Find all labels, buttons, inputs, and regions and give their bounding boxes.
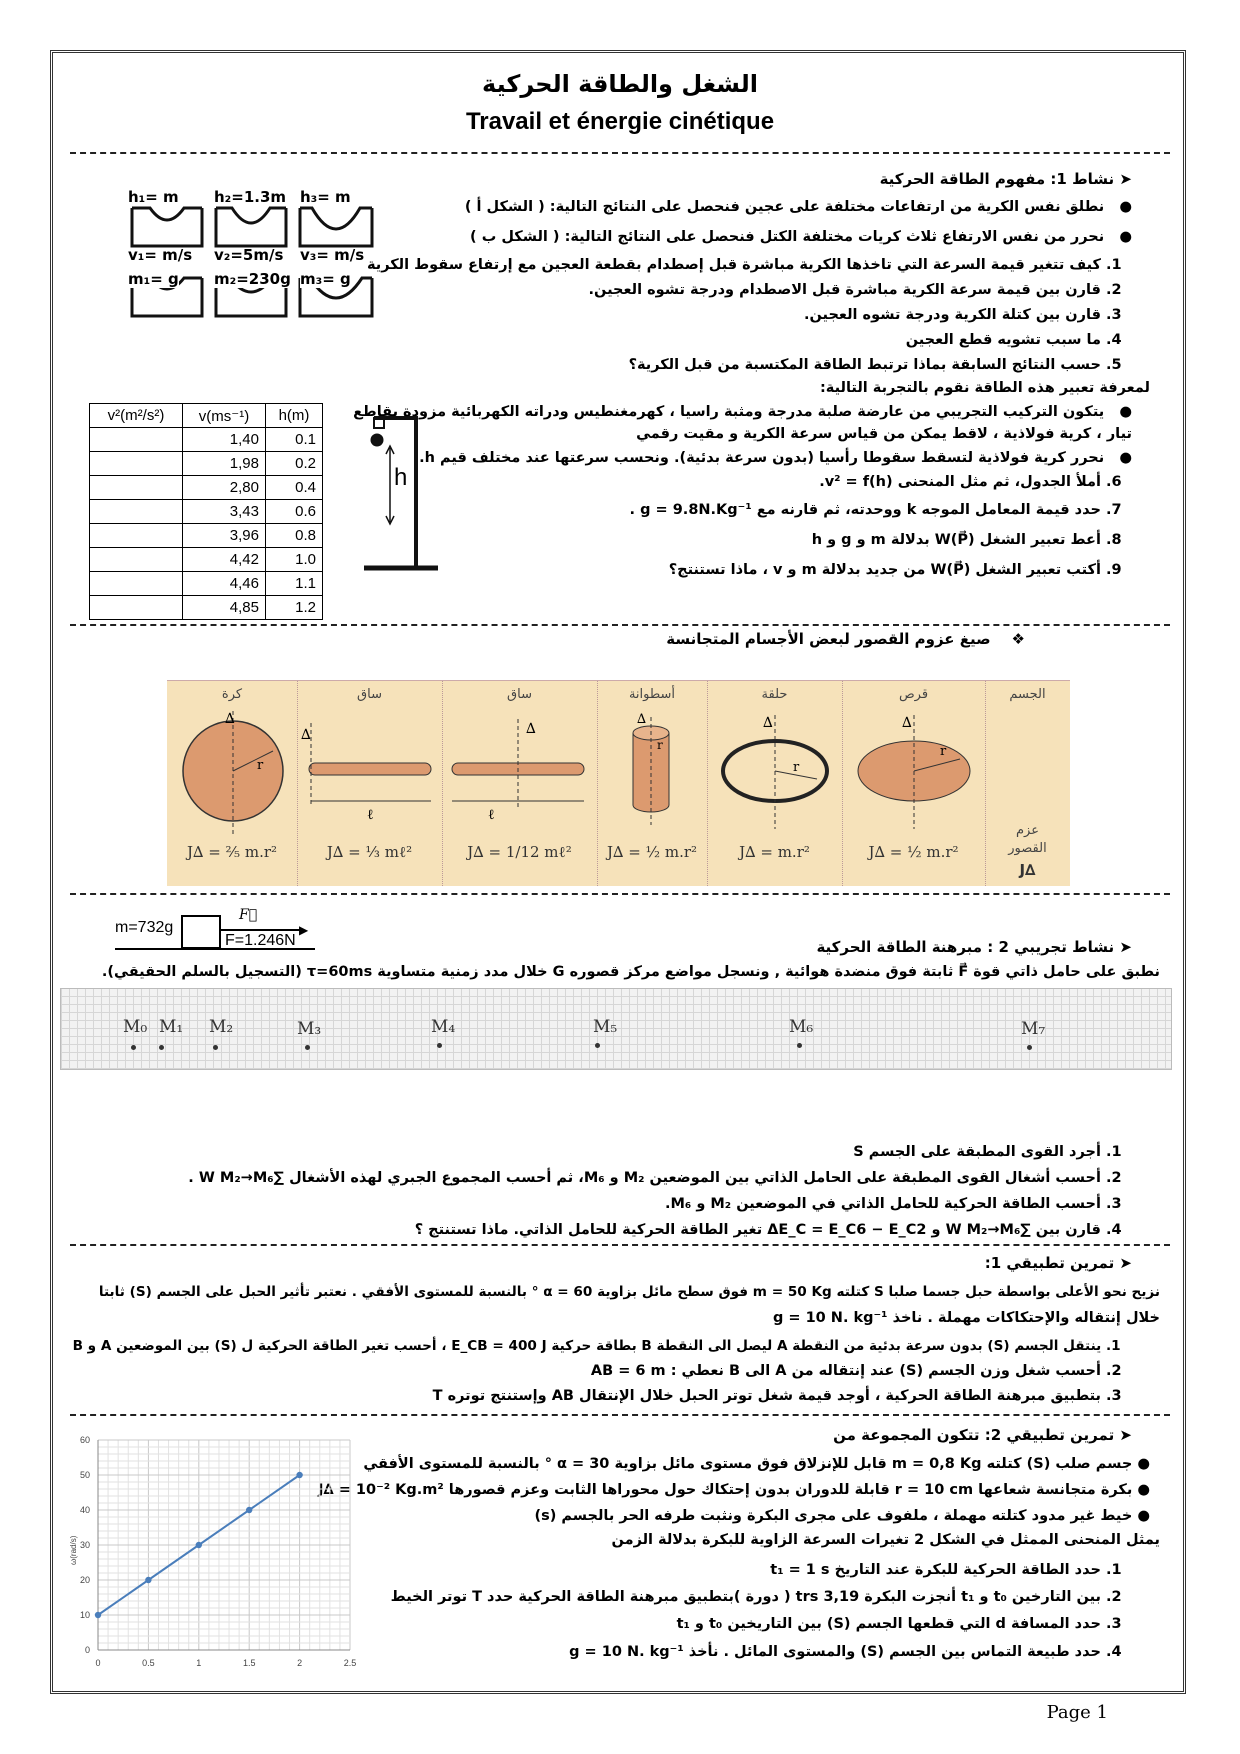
arrowhead-icon: ▶ [299, 923, 309, 937]
table-row [90, 572, 323, 596]
exercise1-heading: ➤ تمرين تطبيقي 1: [984, 1254, 1132, 1272]
position-dot [1027, 1045, 1032, 1050]
mass-label: m₁= g [128, 270, 179, 288]
height-label: h₂=1.3m [214, 188, 287, 206]
sphere-icon [167, 709, 297, 839]
y-tick-label: 40 [79, 1505, 90, 1515]
data-point [296, 1472, 302, 1478]
exercise2-line: ● جسم صلب (S) كتلته m = 0,8 Kg قابل للإنزلاق فوق مستوى مائل بزاوية α = 30 ° بالنسبة للمستوى الأفقي [363, 1456, 1150, 1472]
question-item: 1. أجرد القوى المطبقة على الجسم S [853, 1144, 1122, 1160]
data-point [145, 1577, 151, 1583]
position-dot [797, 1043, 802, 1048]
position-label: M₇ [1021, 1019, 1046, 1039]
question-item: 2. قارن بين قيمة سرعة الكرية مباشرة قبل الاصطدام ودرجة تشوه العجين. [588, 282, 1122, 298]
question-item: 1. ينتقل الجسم (S) بدون سرعة بدئية من النقطة A ليصل الى النقطة B بطاقة حركية E_CB = 400 J ، أحسب تغير الطاقة الحركية ل (S) بين الموضعين A و B [72, 1338, 1121, 1354]
delta-label: ∆ [526, 721, 536, 737]
table-cell: 4,46 [183, 572, 266, 596]
disk-icon [842, 709, 985, 839]
table-cell[interactable] [90, 572, 183, 596]
exercise2-line: ● بكرة متجانسة شعاعها r = 10 cm قابلة للدوران بدون إحتكاك حول محوراها الثابت وعزم قصورها J∆ = 10⁻² Kg.m² [318, 1482, 1150, 1498]
question-item: 4. قارن بين ∑W M₂→M₆ و ΔE_C = E_C6 − E_C2 تغير الطاقة الحركية للحامل الذاتي. ماذا تستنتج ؟ [414, 1222, 1122, 1238]
exercise1-line: خلال إنتقاله والإحتكاكات مهملة . ناخذ g = 10 N. kg⁻¹ [772, 1310, 1160, 1326]
position-dot [131, 1045, 136, 1050]
position-dot [595, 1043, 600, 1048]
activity2-heading: ➤ نشاط تجريبي 2 : مبرهنة الطاقة الحركية [816, 938, 1132, 956]
table-cell: 0.8 [266, 524, 323, 548]
moment-label: القصور [1008, 841, 1047, 856]
divider [70, 1244, 1170, 1246]
mass-label: m₃= g [300, 270, 351, 288]
position-dot [305, 1045, 310, 1050]
question-item: 2. أحسب شغل وزن الجسم (S) عند إنتقاله من A الى B نعطي : AB = 6 m [590, 1363, 1122, 1379]
height-label: h₁= m [128, 188, 179, 206]
x-tick-label: 0 [95, 1658, 101, 1668]
table-cell: 4,42 [183, 548, 266, 572]
table-cell[interactable] [90, 596, 183, 620]
delta-label: ∆ [225, 711, 235, 727]
force-value: F=1.246N [225, 932, 296, 949]
shape-name: حلقة [761, 687, 788, 702]
data-point [196, 1542, 202, 1548]
table-cell[interactable] [90, 428, 183, 452]
activity1-line: ● يتكون التركيب التجريبي من عارضة صلبة مدرجة ومثبة راسيا ، كهرمغنطيس ودراته الكهربائية مزودة بقاطع [353, 404, 1132, 420]
position-dot [437, 1043, 442, 1048]
x-tick-label: 0.5 [142, 1658, 155, 1668]
table-header: h(m) [266, 404, 323, 428]
moments-heading: ❖ صيغ عزوم القصور لبعض الأجسام المتجانسة [666, 630, 1025, 648]
table-row [90, 548, 323, 572]
table-cell: 1.2 [266, 596, 323, 620]
shape-name: قرص [898, 687, 929, 702]
inertia-formula: J∆ = 1/12 mℓ² [467, 843, 572, 861]
table-header-row [90, 404, 323, 428]
x-tick-label: 2.5 [343, 1658, 357, 1668]
mass-value: m=732g [115, 919, 174, 936]
rod-center-icon [442, 709, 597, 839]
radius-label: r [257, 758, 264, 773]
question-item: 5. حسب النتائج السابقة بماذا ترتبط الطاقة المكتسبة من قبل الكرية؟ [628, 357, 1122, 373]
moments-of-inertia-table [167, 680, 1070, 886]
question-item: 3. بتطبيق مبرهنة الطاقة الحركية ، أوجد قيمة شغل توتر الحبل خلال الإنتقال AB وإستنتج توتره T [432, 1388, 1122, 1404]
length-label: ℓ [488, 807, 495, 823]
table-cell[interactable] [90, 548, 183, 572]
inertia-formula: J∆ = ⅓ mℓ² [326, 843, 413, 861]
velocity-height-table [89, 403, 323, 620]
exercise1-line: نزيح نحو الأعلى بواسطة حبل جسما صلبا S كتلته m = 50 Kg فوق سطح مائل بزاوية α = 60 ° بالنسبة للمستوى الأفقي . نعتبر تأثير الحبل على الجسم (S) ثابتا [98, 1284, 1160, 1300]
table-cell: 4,85 [183, 596, 266, 620]
table-row [90, 452, 323, 476]
question-item: 1. كيف تتغير قيمة السرعة التي تاخذها الكرية مباشرة قبل إصطدام بقطعة العجين مع إرتفاع سقوط الكرية [366, 257, 1122, 273]
inertia-formula: J∆ = ½ m.r² [868, 843, 959, 861]
position-dot [213, 1045, 218, 1050]
dough-figure [128, 188, 378, 338]
exercise2-line: يمثل المنحنى الممثل في الشكل 2 تغيرات السرعة الزاوية للبكرة بدلالة الزمن [611, 1532, 1160, 1548]
question-item: 8. أعط تعبير الشغل W(P⃗) بدلالة m و g و h [811, 532, 1122, 548]
table-cell[interactable] [90, 524, 183, 548]
shape-cell-ring [707, 681, 843, 886]
inertia-formula: J∆ = ½ m.r² [606, 843, 698, 861]
exercise2-line: ● خيط غير مدود كتلته مهملة ، ملفوف على مجرى البكرة ونثبت طرفه الحر بالجسم (s) [534, 1508, 1150, 1524]
stand-drawing [360, 412, 440, 572]
exercise2-heading: ➤ تمرين تطبيقي 2: تتكون المجموعة من [833, 1426, 1132, 1444]
velocity-label: v₃= m/s [300, 246, 365, 264]
shape-name: أسطوانة [628, 687, 676, 702]
table-cell: 1,98 [183, 452, 266, 476]
activity1-line: تيار ، كرية فولاذية ، لاقط يمكن من قياس سرعة الكرية و مقيت رقمي [636, 426, 1132, 442]
shape-name: ساق [357, 687, 382, 702]
question-item: 4. حدد طبيعة التماس بين الجسم (S) والمستوى المائل . نأخذ g = 10 N. kg⁻¹ [569, 1644, 1122, 1660]
position-label: M₁ [159, 1017, 184, 1037]
question-item: 1. حدد الطاقة الحركية للبكرة عند التاريخ t₁ = 1 s [770, 1562, 1122, 1578]
height-symbol: h [394, 464, 408, 491]
moment-symbol: J∆ [1019, 861, 1036, 879]
force-arrow [219, 929, 303, 931]
y-tick-label: 0 [84, 1645, 90, 1655]
question-item: 3. حدد المسافة d التي قطعها الجسم (S) بين التاريخين t₀ و t₁ [676, 1616, 1122, 1632]
table-cell: 1,40 [183, 428, 266, 452]
divider [70, 624, 1170, 626]
table-header: v(ms⁻¹) [183, 404, 266, 428]
inertia-formula: J∆ = m.r² [739, 843, 810, 861]
position-dot [159, 1045, 164, 1050]
force-vector-symbol: F⃗ [239, 907, 258, 923]
recording-strip [60, 988, 1172, 1070]
velocity-label: v₂=5m/s [214, 246, 284, 264]
table-cell: 1.0 [266, 548, 323, 572]
question-item: 9. أكتب تعبير الشغل W(P⃗) من جديد بدلالة m و v ، ماذا تستنتج؟ [668, 562, 1122, 578]
y-axis-label: ω(rad/s) [69, 1535, 78, 1565]
table-cell[interactable] [90, 452, 183, 476]
free-fall-apparatus [360, 412, 440, 572]
table-cell[interactable] [90, 476, 183, 500]
delta-label: ∆ [763, 715, 773, 731]
inertia-formula: J∆ = ⅖ m.r² [186, 843, 278, 861]
moment-label: عزم [1016, 823, 1039, 838]
shape-cell-cylinder [597, 681, 708, 886]
table-row [90, 596, 323, 620]
table-cell: 2,80 [183, 476, 266, 500]
delta-label: ∆ [637, 712, 647, 727]
body-label: الجسم [1009, 687, 1046, 702]
position-label: M₀ [123, 1017, 148, 1037]
x-tick-label: 1.5 [242, 1658, 256, 1668]
question-item: 3. أحسب الطاقة الحركية للحامل الذاتي في الموضعين M₂ و M₆. [664, 1196, 1122, 1212]
position-label: M₃ [297, 1019, 322, 1039]
y-tick-label: 10 [79, 1610, 90, 1620]
x-tick-label: 1 [196, 1658, 202, 1668]
data-point [246, 1507, 252, 1513]
table-cell: 1.1 [266, 572, 323, 596]
table-cell: 3,43 [183, 500, 266, 524]
shape-name: كرة [221, 687, 243, 702]
question-item: 7. حدد قيمة المعامل الموجه k ووحدته، ثم قارنه مع g = 9.8N.Kg⁻¹ . [629, 502, 1122, 518]
radius-label: r [940, 744, 947, 759]
activity1-line: ● نطلق نفس الكرية من ارتفاعات مختلفة على عجين فنحصل على النتائج التالية: ( الشكل أ ) [464, 199, 1132, 215]
table-row [90, 500, 323, 524]
activity1-line: لمعرفة تعبير هذه الطاقة نقوم بالتجربة التالية: [820, 380, 1150, 396]
x-tick-label: 2 [297, 1658, 303, 1668]
table-row [90, 524, 323, 548]
radius-label: r [793, 760, 800, 775]
title-french: Travail et énergie cinétique [465, 108, 775, 135]
radius-label: r [657, 738, 663, 752]
question-item: 2. بين التارخين t₀ و t₁ أنجزت البكرة 3,19 trs ( دورة )بتطبيق مبرهنة الطاقة الحركية حدد T توتر الخيط [390, 1589, 1122, 1605]
ring-icon [707, 709, 842, 839]
table-cell[interactable] [90, 500, 183, 524]
table-cell: 0.1 [266, 428, 323, 452]
cylinder-icon [597, 709, 707, 839]
delta-label: ∆ [902, 715, 912, 731]
row-headers [985, 681, 1070, 886]
position-label: M₅ [593, 1017, 618, 1037]
divider [70, 893, 1170, 895]
divider [70, 1414, 1170, 1416]
table-row [90, 476, 323, 500]
table-row [90, 428, 323, 452]
title-arabic: الشغل والطاقة الحركية [482, 70, 758, 98]
y-tick-label: 20 [79, 1575, 90, 1585]
table-cell: 3,96 [183, 524, 266, 548]
activity1-line: ● نحرر من نفس الارتفاع ثلاث كريات مختلفة الكتل فنحصل على النتائج التالية: ( الشكل ب ) [470, 229, 1132, 245]
shape-cell-rod-center [442, 681, 598, 886]
activity1-line: ● نحرر كرية فولاذية لتسقط سقوطا رأسيا (بدون سرعة بدئية). ونحسب سرعتها عند مختلف قيم h. [419, 450, 1132, 466]
velocity-label: v₁= m/s [128, 246, 193, 264]
length-label: ℓ [367, 807, 374, 823]
y-tick-label: 30 [79, 1540, 90, 1550]
table-header: v²(m²/s²) [90, 404, 183, 428]
y-tick-label: 50 [79, 1470, 90, 1480]
position-label: M₄ [431, 1017, 456, 1037]
position-label: M₂ [209, 1017, 234, 1037]
delta-label: ∆ [301, 727, 311, 743]
air-track-figure [115, 905, 375, 955]
divider [70, 152, 1170, 154]
page-number: Page 1 [1046, 1702, 1108, 1723]
question-item: 2. أحسب أشغال القوى المطبقة على الحامل الذاتي بين الموضعين M₂ و M₆، ثم أحسب المجموع الجبري لهذه الأشغال ∑W M₂→M₆ . [188, 1170, 1122, 1186]
height-label: h₃= m [300, 188, 351, 206]
rod-end-icon [297, 709, 442, 839]
activity1-heading: ➤ نشاط 1: مفهوم الطاقة الحركية [879, 170, 1132, 188]
question-item: 3. قارن بين كتلة الكرية ودرجة تشوه العجين. [803, 307, 1122, 323]
shape-cell-sphere [167, 681, 298, 886]
table-cell: 0.4 [266, 476, 323, 500]
question-item: 6. أملأ الجدول، ثم مثل المنحنى v² = f(h). [819, 474, 1122, 490]
position-label: M₆ [789, 1017, 814, 1037]
y-tick-label: 60 [79, 1435, 90, 1445]
shape-cell-disk [842, 681, 986, 886]
activity2-intro: نطبق على حامل ذاتي قوة F⃗ ثابتة فوق منضدة هوائية , ونسجل مواضع مركز قصوره G خلال مدد زمنية متساوية τ=60ms (التسجيل بالسلم الحقيقي). [101, 964, 1160, 980]
shape-name: ساق [507, 687, 532, 702]
table-cell: 0.6 [266, 500, 323, 524]
question-item: 4. ما سبب تشويه قطع العجين [905, 332, 1122, 348]
shape-cell-rod-end [297, 681, 443, 886]
glider-block [181, 915, 221, 949]
data-point [95, 1612, 101, 1618]
angular-velocity-chart [62, 1428, 362, 1678]
table-cell: 0.2 [266, 452, 323, 476]
mass-label: m₂=230g [214, 270, 291, 288]
